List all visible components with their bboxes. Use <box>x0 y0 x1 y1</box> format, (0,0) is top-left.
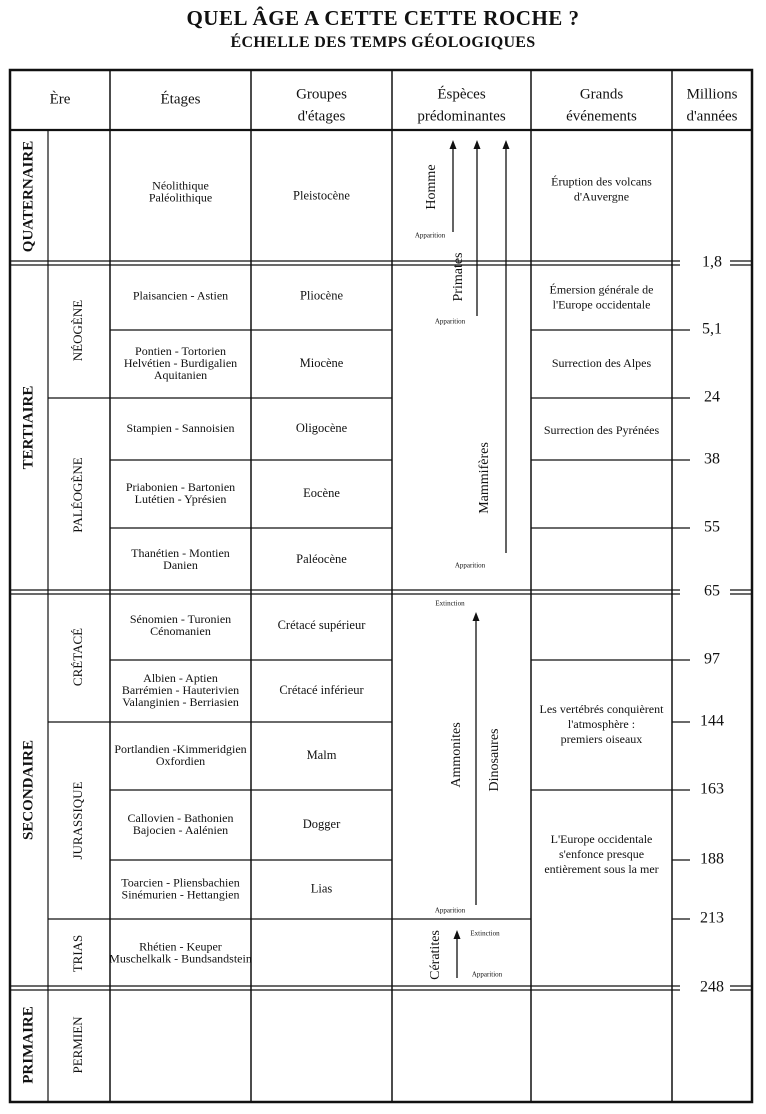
stage-name: Pontien - Tortorien <box>135 343 226 358</box>
stage-name: Helvétien - Burdigalien <box>123 355 238 370</box>
event-text: Surrection des Pyrénées <box>543 422 660 437</box>
period-label: TRIAS <box>69 934 85 973</box>
age-label: 5,1 <box>702 320 722 338</box>
event-text: l'atmosphère : <box>567 716 636 731</box>
header-millions: d'années <box>686 108 738 125</box>
group-name: Malm <box>306 747 337 762</box>
header-ere: Ère <box>49 91 71 108</box>
group-name: Oligocène <box>295 420 348 435</box>
header-groupes: d'étages <box>297 108 346 125</box>
header-groupes: Groupes <box>296 86 347 103</box>
stage-name: Danien <box>163 557 198 572</box>
event-text: d'Auvergne <box>573 189 630 204</box>
stage-name: Muschelkalk - Bundsandstein <box>109 951 252 966</box>
apparition-label: Apparition <box>454 561 486 570</box>
species-ceratites: Cératites <box>428 930 444 980</box>
age-label: 163 <box>700 780 724 798</box>
stage-name: Portlandien -Kimmeridgien <box>114 741 247 756</box>
era-label: SECONDAIRE <box>20 739 37 841</box>
stage-name: Sénomien - Turonien <box>129 611 232 626</box>
header-etages: Étages <box>160 91 201 108</box>
stage-name: Oxfordien <box>155 753 206 768</box>
stage-name: Priabonien - Bartonien <box>125 479 236 494</box>
species-primates: Primates <box>451 252 467 302</box>
period-label: PERMIEN <box>69 1016 85 1074</box>
page-title: QUEL ÂGE A CETTE CETTE ROCHE ? <box>186 6 580 30</box>
apparition-label: Apparition <box>434 906 466 915</box>
period-label: CRÉTACÉ <box>69 627 85 687</box>
group-name: Lias <box>310 881 333 896</box>
table-frame <box>10 70 752 1102</box>
apparition-label: Apparition <box>434 317 466 326</box>
stage-name: Cénomanien <box>150 623 211 638</box>
age-label: 248 <box>700 978 724 996</box>
group-name: Dogger <box>302 816 341 831</box>
group-name: Crétacé supérieur <box>277 617 366 632</box>
species-mammiferes: Mammifères <box>477 442 493 514</box>
event-text: l'Europe occidentale <box>552 297 651 312</box>
apparition-label: Apparition <box>471 970 503 979</box>
stage-name: Rhétien - Keuper <box>139 939 222 954</box>
stage-name: Aquitanien <box>153 367 208 382</box>
event-text: L'Europe occidentale <box>550 831 653 846</box>
stage-name: Barrémien - Hauterivien <box>121 682 240 697</box>
group-name: Crétacé inférieur <box>279 682 364 697</box>
age-label: 97 <box>704 650 720 668</box>
species-dinosaures: Dinosaures <box>487 728 503 792</box>
stage-name: Plaisancien - Astien <box>132 288 229 303</box>
period-label: PALÉOGÈNE <box>69 457 85 533</box>
group-name: Miocène <box>299 355 344 370</box>
stage-name: Callovien - Bathonien <box>127 810 234 825</box>
primates-arrow-head <box>474 140 481 149</box>
group-name: Paléocène <box>296 551 347 566</box>
era-label: PRIMAIRE <box>20 1006 37 1084</box>
header-evenements: événements <box>566 108 637 125</box>
mammiferes-arrow-head <box>503 140 510 149</box>
event-text: Éruption des volcans <box>551 174 652 189</box>
age-label: 65 <box>704 582 720 600</box>
header-millions: Millions <box>686 86 738 103</box>
era-label: QUATERNAIRE <box>20 140 37 253</box>
header-evenements: Grands <box>579 86 624 103</box>
event-text: entièrement sous la mer <box>544 861 659 876</box>
stage-name: Bajocien - Aalénien <box>132 822 229 837</box>
period-label: JURASSIQUE <box>69 781 85 860</box>
event-text: Émersion générale de <box>549 282 654 297</box>
stage-name: Néolithique <box>152 178 209 193</box>
era-label: TERTIAIRE <box>20 385 37 470</box>
apparition-label: Apparition <box>414 231 446 240</box>
stage-name: Albien - Aptien <box>143 670 218 685</box>
age-label: 55 <box>704 518 720 536</box>
ceratites-arrow-head <box>454 930 461 939</box>
species-ammonites: Ammonites <box>449 722 465 788</box>
event-text: s'enfonce presque <box>558 846 645 861</box>
stage-name: Toarcien - Pliensbachien <box>121 875 240 890</box>
stage-name: Lutétien - Yprésien <box>134 491 227 506</box>
age-label: 188 <box>700 850 724 868</box>
group-name: Pliocène <box>299 288 344 303</box>
header-especes: Éspèces <box>437 86 486 103</box>
ammonites-dinosaures-arrow-head <box>473 612 480 621</box>
group-name: Eocène <box>303 485 340 500</box>
event-text: Surrection des Alpes <box>551 355 652 370</box>
age-label: 38 <box>704 450 720 468</box>
stage-name: Paléolithique <box>148 190 213 205</box>
age-label: 24 <box>704 388 720 406</box>
period-label: NÉOGÈNE <box>69 299 85 362</box>
header-especes: prédominantes <box>417 108 506 125</box>
age-label: 144 <box>700 712 724 730</box>
age-label: 1,8 <box>702 253 722 271</box>
group-name: Pleistocène <box>293 188 350 203</box>
event-text: Les vertébrés conquièrent <box>539 701 664 716</box>
stage-name: Stampien - Sannoisien <box>126 420 235 435</box>
age-label: 213 <box>700 909 724 927</box>
stage-name: Sinémurien - Hettangien <box>121 887 240 902</box>
stage-name: Thanétien - Montien <box>131 545 230 560</box>
homme-arrow-head <box>450 140 457 149</box>
page-subtitle: ÉCHELLE DES TEMPS GÉOLOGIQUES <box>230 34 536 51</box>
stage-name: Valanginien - Berriasien <box>122 694 239 709</box>
species-homme: Homme <box>424 164 440 210</box>
event-text: premiers oiseaux <box>560 731 643 746</box>
extinction-label: Extinction <box>435 599 465 608</box>
extinction-label: Extinction <box>470 929 500 938</box>
